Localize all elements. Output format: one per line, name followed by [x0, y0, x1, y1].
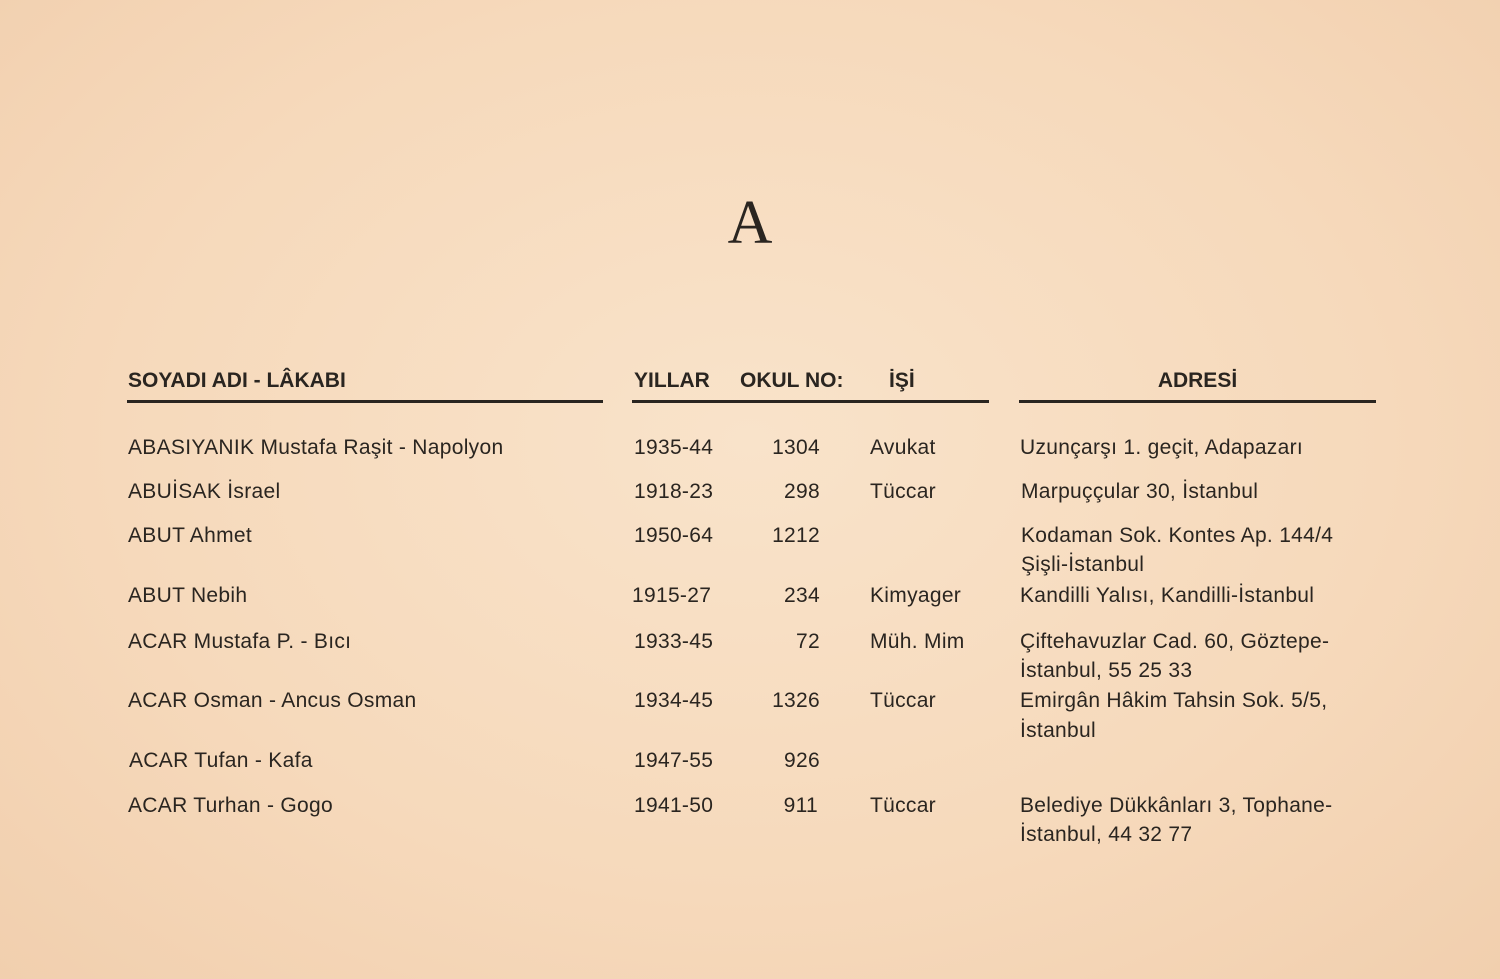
row-years: 1934-45: [634, 689, 714, 712]
row-address-line: Kandilli Yalısı, Kandilli-İstanbul: [1020, 584, 1315, 607]
row-name: ABASIYANIK Mustafa Raşit - Napolyon: [128, 436, 504, 459]
row-address-line: Uzunçarşı 1. geçit, Adapazarı: [1020, 436, 1304, 459]
section-letter: A: [727, 189, 773, 257]
header-rule-details: [632, 400, 989, 403]
row-school-no: 1304: [772, 436, 820, 459]
row-school-no: 926: [784, 749, 820, 772]
header-rule-name: [127, 400, 603, 403]
row-address-line: Emirgân Hâkim Tahsin Sok. 5/5,: [1020, 689, 1328, 712]
row-address-line: Marpuççular 30, İstanbul: [1021, 480, 1259, 503]
row-school-no: 298: [784, 480, 820, 503]
row-job: Müh. Mim: [870, 630, 965, 653]
row-address-line: İstanbul: [1020, 719, 1096, 742]
row-job: Tüccar: [870, 480, 936, 503]
table-row: [0, 477, 1500, 507]
row-address-line: Çiftehavuzlar Cad. 60, Göztepe-: [1020, 630, 1330, 653]
row-address-line: Şişli-İstanbul: [1021, 553, 1145, 576]
row-address-line: İstanbul, 55 25 33: [1020, 659, 1193, 682]
header-school-no: OKUL NO:: [740, 369, 844, 392]
row-years: 1918-23: [634, 480, 714, 503]
row-name: ACAR Turhan - Gogo: [128, 794, 333, 817]
row-name: ABUT Nebih: [128, 584, 248, 607]
row-job: Tüccar: [870, 689, 936, 712]
table-row: [0, 746, 1500, 776]
row-years: 1941-50: [634, 794, 714, 817]
table-row: [0, 791, 1500, 846]
row-address-line: Belediye Dükkânları 3, Tophane-: [1020, 794, 1333, 817]
row-school-no: 1326: [772, 689, 820, 712]
table-row: [0, 686, 1500, 742]
header-rule-address: [1019, 400, 1376, 403]
table-row: [0, 521, 1500, 576]
row-name: ACAR Tufan - Kafa: [129, 749, 313, 772]
row-school-no: 234: [784, 584, 820, 607]
table-row: [0, 433, 1500, 463]
row-name: ACAR Mustafa P. - Bıcı: [128, 630, 352, 653]
row-address-line: Kodaman Sok. Kontes Ap. 144/4: [1021, 524, 1334, 547]
row-years: 1915-27: [632, 584, 712, 607]
row-job: Kimyager: [870, 584, 962, 607]
row-name: ABUİSAK İsrael: [128, 480, 281, 503]
row-name: ACAR Osman - Ancus Osman: [128, 689, 417, 712]
header-job: İŞİ: [889, 369, 915, 392]
row-name: ABUT Ahmet: [128, 524, 252, 547]
row-school-no: 911: [783, 794, 818, 817]
row-school-no: 72: [796, 630, 820, 653]
row-job: Avukat: [870, 436, 936, 459]
row-years: 1950-64: [634, 524, 714, 547]
row-years: 1933-45: [634, 630, 714, 653]
header-address: ADRESİ: [1157, 369, 1238, 392]
header-name: SOYADI ADI - LÂKABI: [128, 369, 346, 392]
table-row: [0, 581, 1500, 611]
row-address-line: İstanbul, 44 32 77: [1020, 823, 1193, 846]
row-years: 1947-55: [634, 749, 714, 772]
row-years: 1935-44: [634, 436, 714, 459]
row-school-no: 1212: [772, 524, 820, 547]
table-row: [0, 627, 1500, 682]
header-years: YILLAR: [634, 369, 710, 392]
row-job: Tüccar: [870, 794, 936, 817]
